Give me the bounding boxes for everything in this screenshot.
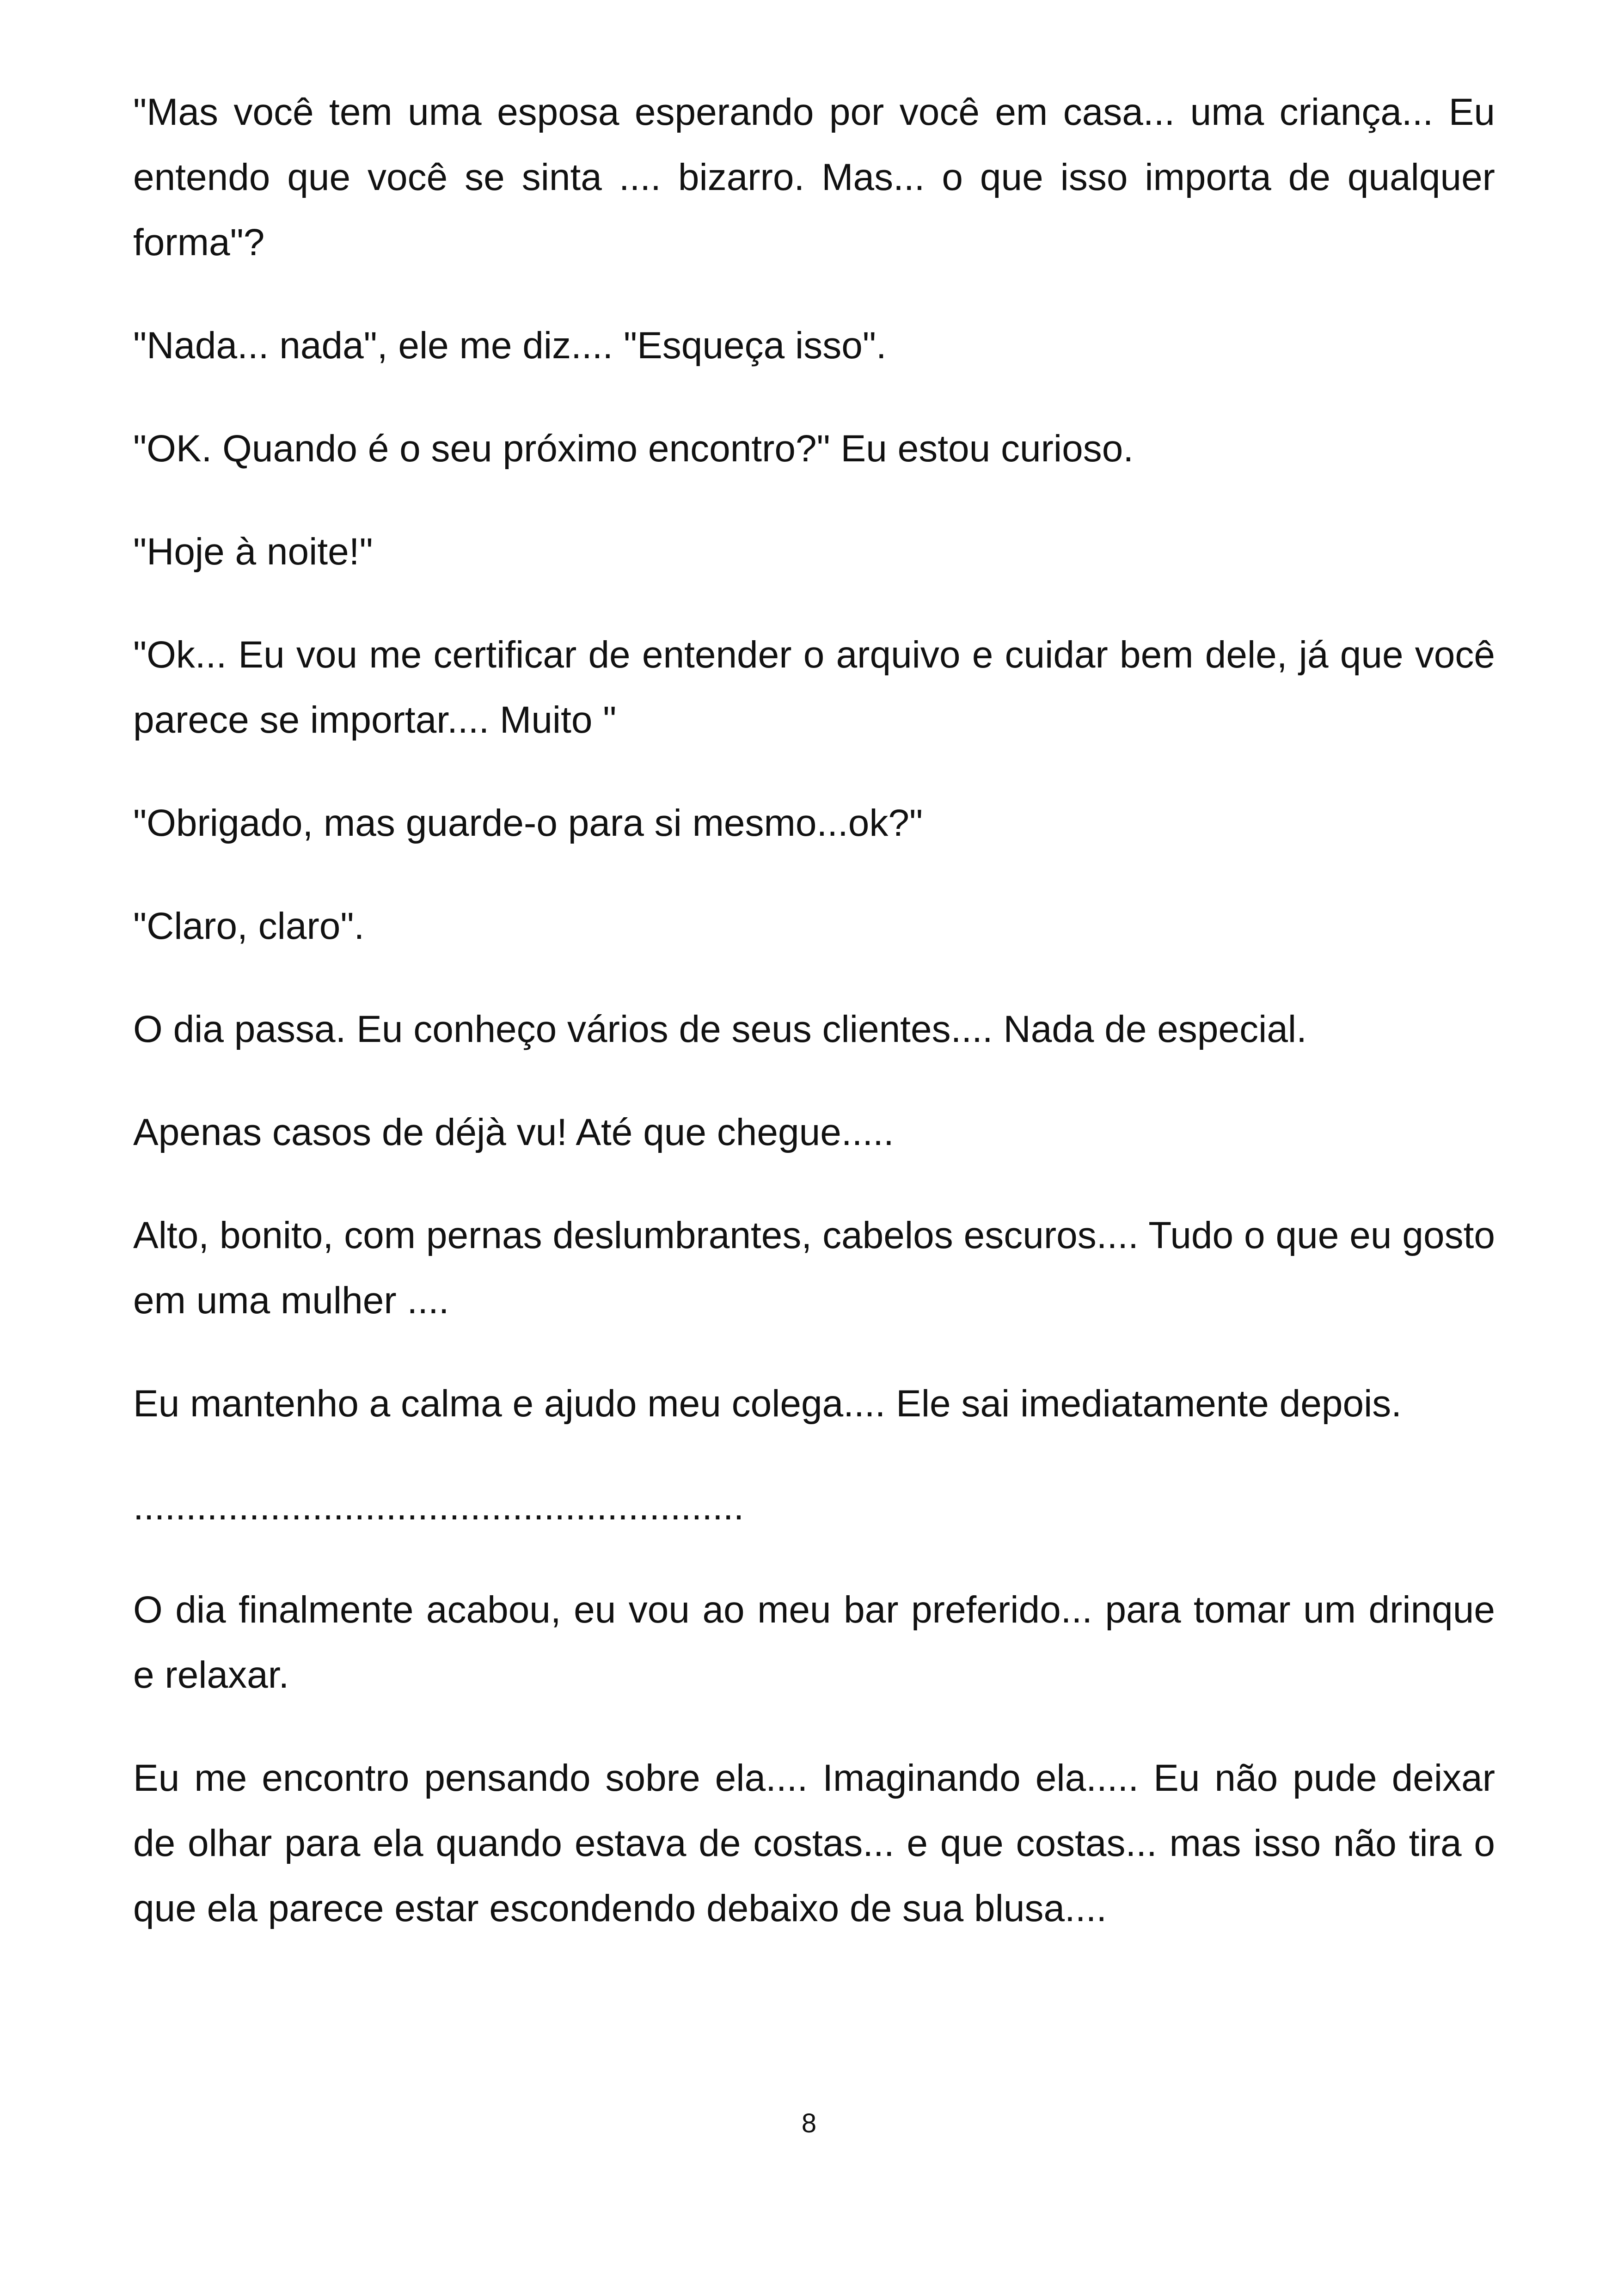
paragraph-8: O dia passa. Eu conheço vários de seus clientes.... Nada de especial. bbox=[133, 1008, 1307, 1050]
paragraph-2: "Nada... nada", ele me diz.... "Esqueça isso". bbox=[133, 325, 887, 367]
paragraph-13: Eu me encontro pensando sobre ela.... Imaginando ela..... Eu não pude deixar de olhar para ela quando estava de costas... e que costas... mas isso não tira o que ela parece estar escondendo debaixo de sua blusa.... bbox=[133, 1757, 1495, 1929]
scene-break-dots: .......................................................... bbox=[133, 1486, 744, 1528]
paragraph-4: "Hoje à noite!" bbox=[133, 531, 373, 573]
paragraph-7: "Claro, claro". bbox=[133, 905, 365, 947]
paragraph-1: "Mas você tem uma esposa esperando por você em casa... uma criança... Eu entendo que você se sinta .... bizarro. Mas... o que isso importa de qualquer forma"? bbox=[133, 91, 1495, 263]
body-text bbox=[133, 80, 1495, 1979]
paragraph-6: "Obrigado, mas guarde-o para si mesmo...ok?" bbox=[133, 802, 923, 844]
page-number: 8 bbox=[801, 2108, 817, 2138]
paragraph-5: "Ok... Eu vou me certificar de entender o arquivo e cuidar bem dele, já que você parece se importar.... Muito " bbox=[133, 634, 1495, 741]
paragraph-3: "OK. Quando é o seu próximo encontro?" Eu estou curioso. bbox=[133, 428, 1134, 470]
paragraph-9: Apenas casos de déjà vu! Até que chegue..... bbox=[133, 1111, 894, 1153]
paragraph-10: Alto, bonito, com pernas deslumbrantes, cabelos escuros.... Tudo o que eu gosto em uma mulher .... bbox=[133, 1214, 1495, 1322]
paragraph-12: O dia finalmente acabou, eu vou ao meu bar preferido... para tomar um drinque e relaxar. bbox=[133, 1589, 1495, 1696]
paragraph-11: Eu mantenho a calma e ajudo meu colega.... Ele sai imediatamente depois. bbox=[133, 1383, 1402, 1425]
